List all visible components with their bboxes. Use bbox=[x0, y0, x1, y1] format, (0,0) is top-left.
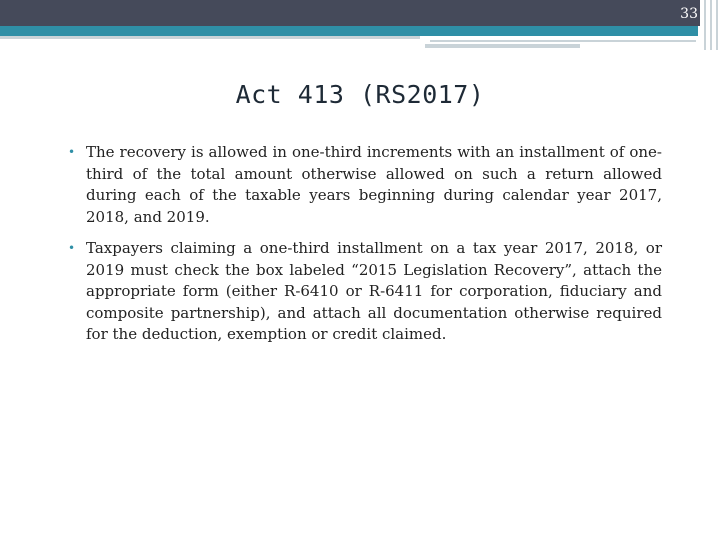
slide-number: 33 bbox=[680, 6, 698, 22]
bullet-icon: • bbox=[68, 145, 76, 159]
bullet-icon: • bbox=[68, 241, 76, 255]
header-bar bbox=[0, 0, 700, 26]
decorative-rule-thick bbox=[425, 44, 580, 48]
decorative-rule-thin bbox=[430, 40, 696, 42]
bullet-item bbox=[60, 142, 662, 228]
bullet-text: Taxpayers claiming a one-third installment on a tax year 2017, 2018, or 2019 must check the box labeled “2015 Legislation Recovery”, attach the appropriate form (either R-6410 or R-6411 for corporation, fiduciary and composite partnership), and attach all documentation otherwise required for the deduction, exemption or credit claimed. bbox=[86, 239, 662, 343]
bullet-list bbox=[60, 142, 662, 356]
accent-stripe bbox=[0, 26, 698, 36]
slide-title: Act 413 (RS2017) bbox=[235, 80, 485, 109]
bullet-text: The recovery is allowed in one-third increments with an installment of one-third of the total amount otherwise allowed on such a return allowed during each of the taxable years beginning during calendar year 2017, 2018, and 2019. bbox=[86, 143, 662, 226]
bullet-item bbox=[60, 238, 662, 346]
decorative-side-lines bbox=[700, 0, 720, 50]
accent-rule bbox=[0, 36, 420, 39]
